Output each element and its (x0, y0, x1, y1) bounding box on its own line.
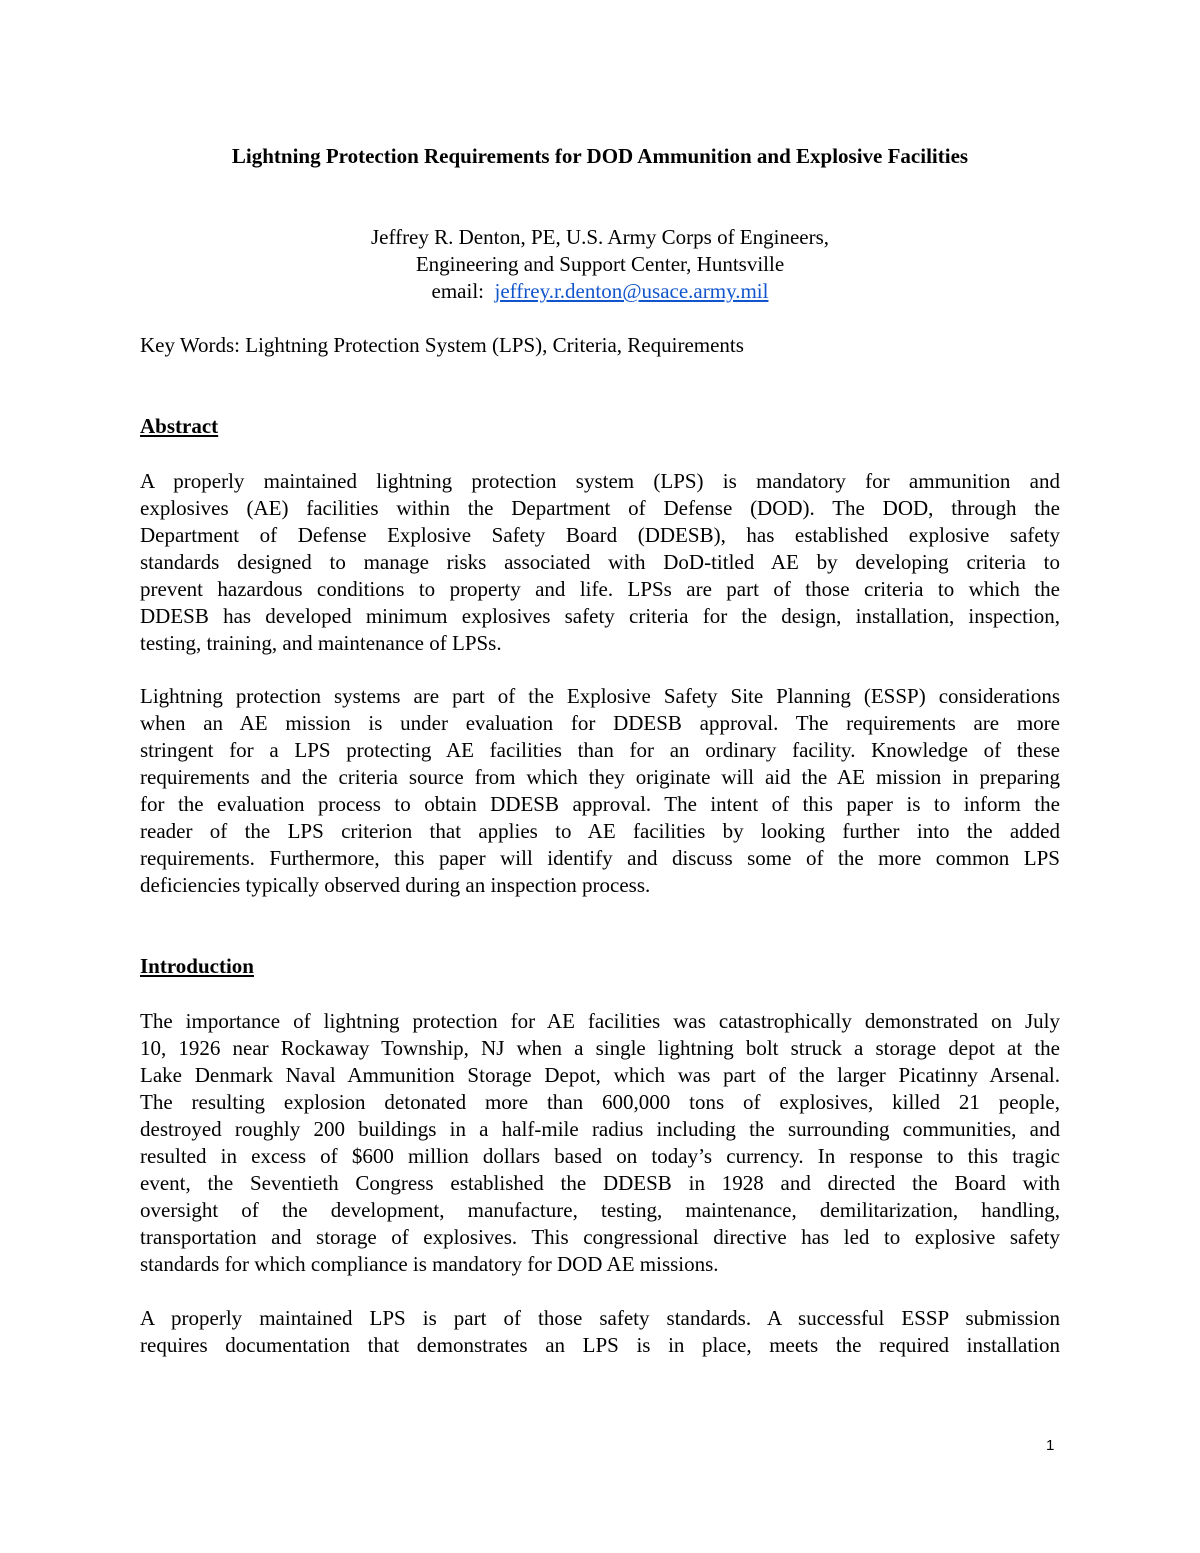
text-line: deficiencies typically observed during an inspection process. (140, 873, 651, 897)
author-line: Jeffrey R. Denton, PE, U.S. Army Corps of Engineers, (370, 225, 830, 249)
page-number: 1 (1046, 1437, 1055, 1454)
abstract-paragraph-2 (140, 683, 1060, 899)
text-line: The resulting explosion detonated more than 600,000 tons of explosives, killed 21 people, (140, 1090, 1060, 1114)
text-line: for the evaluation process to obtain DDESB approval. The intent of this paper is to inform the (140, 792, 1060, 816)
text-line: standards designed to manage risks associated with DoD-titled AE by developing criteria to (140, 550, 1060, 574)
text-line: prevent hazardous conditions to property and life. LPSs are part of those criteria to which the (140, 577, 1060, 601)
paper-title: Lightning Protection Requirements for DOD Ammunition and Explosive Facilities (231, 144, 969, 168)
text-line: resulted in excess of $600 million dollars based on today’s currency. In response to this tragic (140, 1144, 1060, 1168)
text-line: standards for which compliance is mandatory for DOD AE missions. (140, 1252, 719, 1276)
text-line: Lake Denmark Naval Ammunition Storage Depot, which was part of the larger Picatinny Arsenal. (140, 1063, 1060, 1087)
introduction-heading: Introduction (140, 954, 254, 978)
email-line (140, 278, 1060, 305)
text-line: testing, training, and maintenance of LPSs. (140, 631, 502, 655)
text-line: requirements. Furthermore, this paper will identify and discuss some of the more common LPS (140, 846, 1060, 870)
text-line: Lightning protection systems are part of the Explosive Safety Site Planning (ESSP) considerations (140, 684, 1060, 708)
introduction-paragraph-1 (140, 1008, 1060, 1278)
text-line: A properly maintained LPS is part of those safety standards. A successful ESSP submission (140, 1306, 1060, 1330)
text-line: oversight of the development, manufacture, testing, maintenance, demilitarization, handling, (140, 1198, 1060, 1222)
text-line: Department of Defense Explosive Safety Board (DDESB), has established explosive safety (140, 523, 1060, 547)
email-label: email: (431, 279, 484, 303)
abstract-paragraph-1 (140, 468, 1060, 657)
email-link[interactable]: jeffrey.r.denton@usace.army.mil (494, 279, 769, 303)
text-line: event, the Seventieth Congress established the DDESB in 1928 and directed the Board with (140, 1171, 1060, 1195)
abstract-heading: Abstract (140, 414, 219, 438)
text-line: when an AE mission is under evaluation for DDESB approval. The requirements are more (140, 711, 1060, 735)
text-line: 10, 1926 near Rockaway Township, NJ when a single lightning bolt struck a storage depot at the (140, 1036, 1060, 1060)
text-line: DDESB has developed minimum explosives safety criteria for the design, installation, inspection, (140, 604, 1060, 628)
text-line: destroyed roughly 200 buildings in a half-mile radius including the surrounding communities, and (140, 1117, 1060, 1141)
author-block (140, 224, 1060, 305)
text-line: The importance of lightning protection for AE facilities was catastrophically demonstrated on July (140, 1009, 1060, 1033)
text-line: transportation and storage of explosives. This congressional directive has led to explosive safety (140, 1225, 1060, 1249)
text-line: requirements and the criteria source from which they originate will aid the AE mission in preparing (140, 765, 1060, 789)
affiliation-line: Engineering and Support Center, Huntsville (415, 252, 785, 276)
text-line: explosives (AE) facilities within the Department of Defense (DOD). The DOD, through the (140, 496, 1060, 520)
introduction-paragraph-2 (140, 1305, 1060, 1359)
text-line: requires documentation that demonstrates an LPS is in place, meets the required installation (140, 1333, 1060, 1357)
text-line: stringent for a LPS protecting AE facilities than for an ordinary facility. Knowledge of these (140, 738, 1060, 762)
keywords-line: Key Words: Lightning Protection System (LPS), Criteria, Requirements (140, 333, 744, 357)
text-line: reader of the LPS criterion that applies to AE facilities by looking further into the added (140, 819, 1060, 843)
text-line: A properly maintained lightning protection system (LPS) is mandatory for ammunition and (140, 469, 1060, 493)
